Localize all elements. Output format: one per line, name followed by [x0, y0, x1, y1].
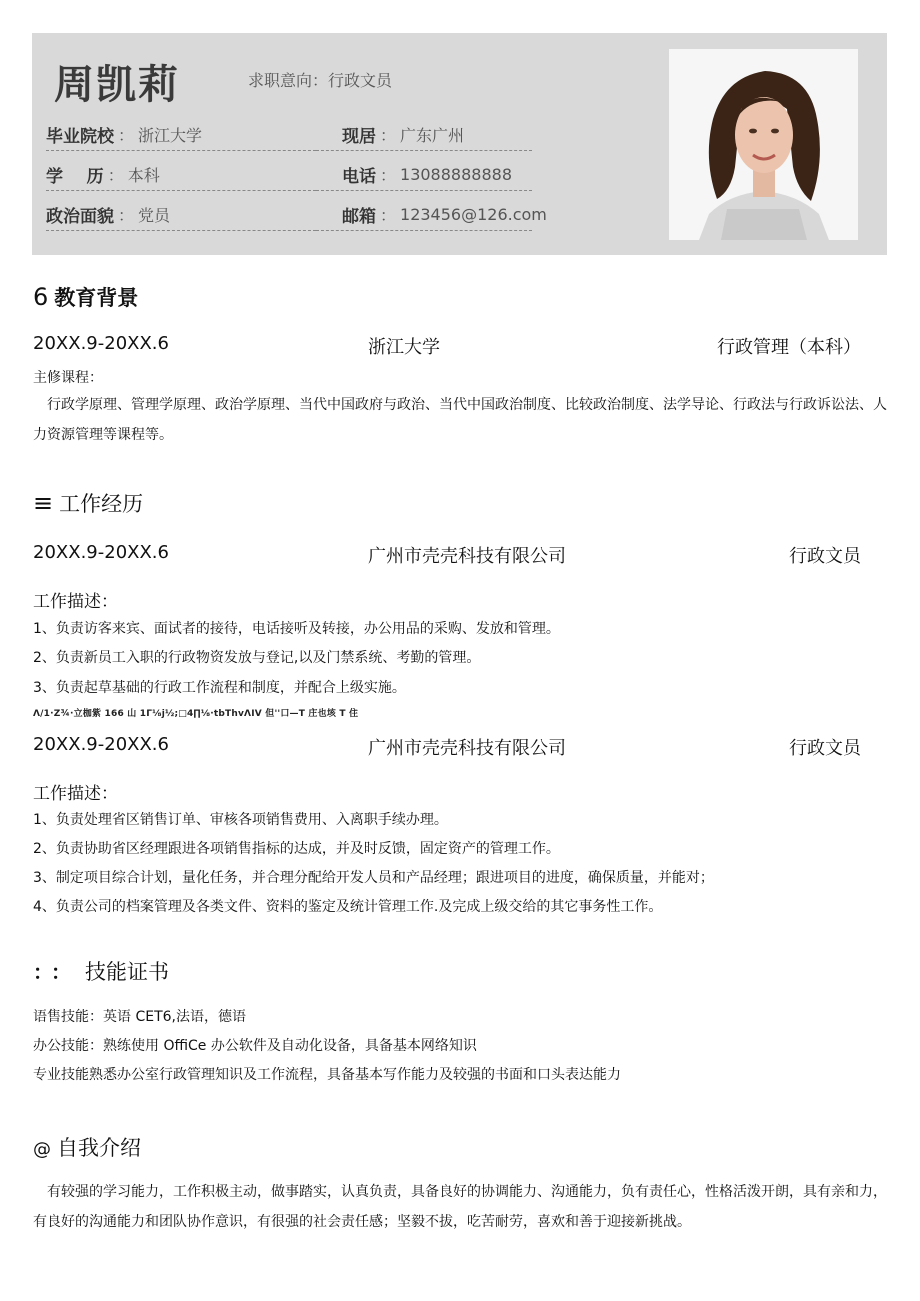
- info-label: 政治面貌: [46, 207, 114, 227]
- job-desc-label: 工作描述：: [33, 784, 118, 804]
- info-value: 13088888888: [400, 165, 512, 184]
- education-major: 行政管理（本科）: [717, 337, 861, 358]
- skill-item: 专业技能熟悉办公室行政管理知识及工作流程，具备基本写作能力及较强的书面和口头表达能力: [33, 1067, 621, 1083]
- work-icon: ≡: [33, 489, 54, 517]
- profile-header: [32, 33, 887, 255]
- job-intent-value: 行政文员: [328, 71, 393, 90]
- self-intro-text: 有较强的学习能力，工作积极主动，做事踏实，认真负责，具备良好的协调能力、沟通能力，负有责任心，性格活泼开朗，具有亲和力，有良好的沟通能力和团队协作意识，有很强的社会责任感；坚毅不拔，吃苦耐劳，喜欢和善于迎接新挑战。: [33, 1184, 887, 1230]
- job-position: 行政文员: [789, 546, 861, 567]
- info-label: 学 历: [46, 167, 104, 187]
- job-desc-item: 3、制定项目综合计划，量化任务，并合理分配给开发人员和产品经理；跟进项目的进度，确保质量，并能对；: [33, 870, 714, 886]
- self-title: 自我介绍: [57, 1136, 141, 1160]
- job-desc-item: 1、负责访客来宾、面试者的接待，电话接听及转接，办公用品的采购、发放和管理。: [33, 621, 560, 637]
- info-label: 电话: [342, 167, 376, 187]
- education-icon: 6: [33, 283, 49, 311]
- skill-item: 办公技能：熟练使用 OffiCe 办公软件及自动化设备，具备基本网络知识: [33, 1038, 477, 1054]
- info-value: 123456@126.com: [400, 205, 547, 224]
- courses-label: 主修课程：: [33, 370, 103, 386]
- skills-title: 技能证书: [85, 960, 169, 984]
- self-section-title: [33, 1132, 141, 1162]
- profile-photo: [669, 49, 858, 240]
- portrait-illustration: [669, 49, 858, 240]
- skills-section-title: [33, 956, 169, 986]
- info-sep: ：: [380, 166, 397, 185]
- info-phone: [316, 159, 532, 191]
- job-position: 行政文员: [789, 738, 861, 759]
- job-intent-sep: ：: [312, 71, 329, 90]
- info-email: [316, 199, 547, 231]
- info-sep: ：: [107, 166, 124, 185]
- info-label: 邮箱: [342, 207, 376, 227]
- job-intent: [248, 68, 392, 91]
- info-value: 广东广州: [400, 126, 465, 145]
- education-row: [33, 333, 861, 357]
- job-intent-label: 求职意向: [248, 71, 313, 90]
- job-row: [33, 734, 861, 758]
- education-school: 浙江大学: [368, 337, 440, 358]
- info-sep: ：: [380, 206, 397, 225]
- candidate-name: 周凯莉: [54, 62, 180, 108]
- skills-icon: ：：: [33, 960, 79, 984]
- self-icon: @: [33, 1139, 51, 1160]
- work-title: 工作经历: [59, 492, 144, 516]
- info-value: 本科: [127, 166, 160, 185]
- job-company: 广州市壳壳科技有限公司: [368, 738, 566, 759]
- info-residence: [316, 119, 532, 151]
- info-label: 现居: [342, 127, 376, 147]
- info-value: 党员: [138, 206, 171, 225]
- courses-text: 行政学原理、管理学原理、政治学原理、当代中国政府与政治、当代中国政治制度、比较政治制度、法学导论、行政法与行政诉讼法、人力资源管理等课程等。: [33, 397, 887, 443]
- info-sep: ：: [118, 126, 135, 145]
- education-period: 20XX.9-20XX.6: [33, 333, 169, 354]
- garbled-text: Λ∕1·Z¾·立枷紫 166 山 1Γ⅛j½;□4∏⅛·tbThvΛIV 但''口—T 庄也垓 T 住: [33, 709, 359, 719]
- skill-item: 语售技能：英语 CET6,法语，德语: [33, 1009, 246, 1025]
- work-section-title: [33, 488, 143, 518]
- education-title: 教育背景: [54, 286, 139, 310]
- education-section-title: [33, 282, 138, 312]
- info-school: [46, 119, 316, 151]
- info-sep: ：: [380, 126, 397, 145]
- job-row: [33, 542, 861, 566]
- job-desc-item: 1、负责处理省区销售订单、审核各项销售费用、入离职手续办理。: [33, 812, 448, 828]
- info-sep: ：: [118, 206, 135, 225]
- job-desc-item: 2、负责协助省区经理跟进各项销售指标的达成，并及时反馈，固定资产的管理工作。: [33, 841, 560, 857]
- job-desc-item: 4、负责公司的档案管理及各类文件、资料的鉴定及统计管理工作.及完成上级交给的其它事务性工作。: [33, 899, 663, 915]
- job-company: 广州市壳壳科技有限公司: [368, 546, 566, 567]
- info-degree: [46, 159, 316, 191]
- info-political: [46, 199, 316, 231]
- job-desc-item: 3、负责起草基础的行政工作流程和制度，并配合上级实施。: [33, 680, 406, 696]
- job-desc-label: 工作描述：: [33, 592, 118, 612]
- job-period: 20XX.9-20XX.6: [33, 734, 169, 755]
- info-value: 浙江大学: [138, 126, 203, 145]
- job-period: 20XX.9-20XX.6: [33, 542, 169, 563]
- info-label: 毕业院校: [46, 127, 114, 147]
- job-desc-item: 2、负责新员工入职的行政物资发放与登记,以及门禁系统、考勤的管理。: [33, 650, 481, 666]
